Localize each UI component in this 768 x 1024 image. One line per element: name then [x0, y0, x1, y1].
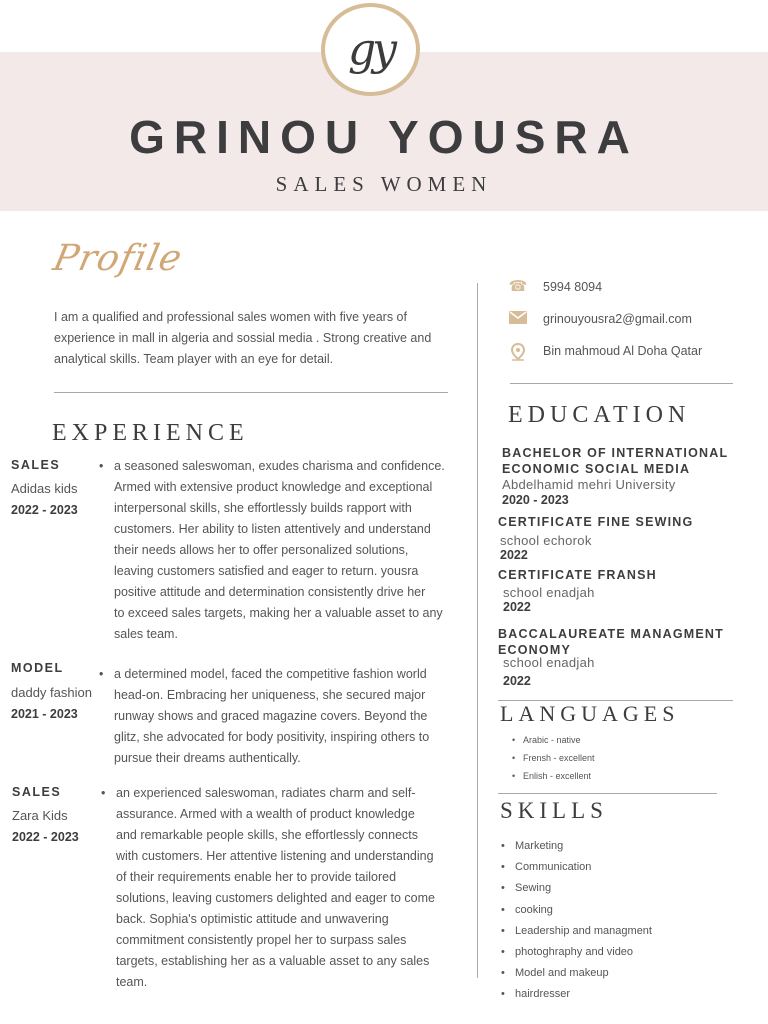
list-item: • Enlish - excellent: [523, 767, 595, 785]
job-description-line: • an experienced saleswoman, radiates charm and self- assurance. Armed with a wealth of product knowledge and remarkable people skills, she effortlessly connects with customers. Her attentive listening and understanding of their requirements enable her to provide tailored solutions, leaving customers delighted and eager to come back. Sophia's optimistic attitude and unwavering commitment consistently propel her to surpass sales targets, establishing her as a valuable asset to any sales team.: [116, 783, 456, 993]
job-company: Adidas kids: [11, 481, 78, 496]
languages-list: [523, 731, 595, 785]
contact-email[interactable]: [508, 311, 692, 327]
job-years: 2021 - 2023: [11, 707, 78, 721]
job-description-line: • a seasoned saleswoman, exudes charisma and confidence. Armed with extensive product knowledge and exceptional interpersonal skills, she effortlessly builds rapport with customers. Her ability to listen attentively and understand their needs allows her to offer personalized solutions, leaving customers satisfied and eager to return. yousra positive attitude and determination consistently drive her to exceed sales targets, making her a valuable asset to any sales team.: [114, 456, 454, 645]
job-description: [114, 664, 454, 769]
list-item: • photoghraphy and video: [515, 942, 652, 963]
monogram-logo: [321, 3, 420, 96]
languages-heading: LANGUAGES: [500, 701, 680, 726]
job-years: 2022 - 2023: [12, 830, 79, 844]
education-degree: BACHELOR OF INTERNATIONAL ECONOMIC SOCIAL MEDIA: [502, 446, 729, 476]
education-year: 2022: [503, 600, 531, 614]
phone-text: 5994 8094: [543, 280, 603, 294]
monogram-text: gy: [347, 24, 394, 75]
job-title: MODEL: [11, 661, 64, 675]
job-company: daddy fashion: [11, 685, 92, 700]
job-company: Zara Kids: [12, 808, 68, 823]
list-item: • cooking: [515, 900, 652, 921]
job-title: SALES: [11, 458, 61, 472]
education-degree: CERTIFICATE FRANSH: [498, 568, 657, 582]
profile-text: I am a qualified and professional sales women with five years of experience in mall in algeria and sossial media . Strong creative and analytical skills. Team player with an eye for detail.: [54, 310, 432, 366]
job-description: [114, 456, 454, 645]
education-school: school echorok: [500, 533, 592, 548]
skills-list: [515, 836, 652, 1006]
address-text: Bin mahmoud Al Doha Qatar: [543, 344, 703, 358]
education-heading: EDUCATION: [508, 402, 691, 428]
job-description-line: • a determined model, faced the competitive fashion world head-on. Embracing her uniqueness, she secured major runway shows and graced magazine covers. Beyond the glitz, she advocated for body positivity, inspiring others to pursue their dreams authentically.: [114, 664, 454, 769]
job-years: 2022 - 2023: [11, 503, 78, 517]
location-pin-icon: [508, 343, 528, 359]
education-degree: BACCALAUREATE MANAGMENT ECONOMY: [498, 627, 724, 657]
profile-divider: [54, 392, 448, 393]
education-year: 2022: [500, 548, 528, 562]
education-school: school enadjah: [503, 585, 595, 600]
education-school: school enadjah: [503, 655, 595, 670]
list-item: • Sewing: [515, 878, 652, 899]
full-name: GRINOU YOUSRA: [129, 111, 639, 163]
education-degree: CERTIFICATE FINE SEWING: [498, 515, 694, 529]
list-item: • Leadership and managment: [515, 921, 652, 942]
education-year: 2022: [503, 674, 531, 688]
email-text: grinouyousra2@gmail.com: [543, 312, 692, 326]
education-year: 2020 - 2023: [502, 493, 569, 507]
list-item: • hairdresser: [515, 984, 652, 1005]
languages-divider: [498, 793, 717, 794]
job-title: SALES: [12, 785, 62, 799]
education-school: Abdelhamid mehri University: [502, 477, 676, 492]
contact-phone[interactable]: [508, 279, 602, 295]
job-role: SALES WOMEN: [275, 172, 493, 196]
list-item: • Arabic - native: [523, 731, 595, 749]
phone-icon: ☎: [508, 278, 528, 295]
job-description: [116, 783, 456, 993]
column-divider: [477, 283, 478, 978]
list-item: • Communication: [515, 857, 652, 878]
profile-heading: Profile: [49, 238, 187, 279]
list-item: • Marketing: [515, 836, 652, 857]
experience-heading: EXPERIENCE: [52, 420, 249, 446]
contact-divider: [510, 383, 733, 384]
skills-heading: SKILLS: [500, 798, 608, 823]
list-item: • Frensh - excellent: [523, 749, 595, 767]
list-item: • Model and makeup: [515, 963, 652, 984]
contact-address: [508, 343, 702, 359]
mail-icon: [508, 311, 528, 327]
